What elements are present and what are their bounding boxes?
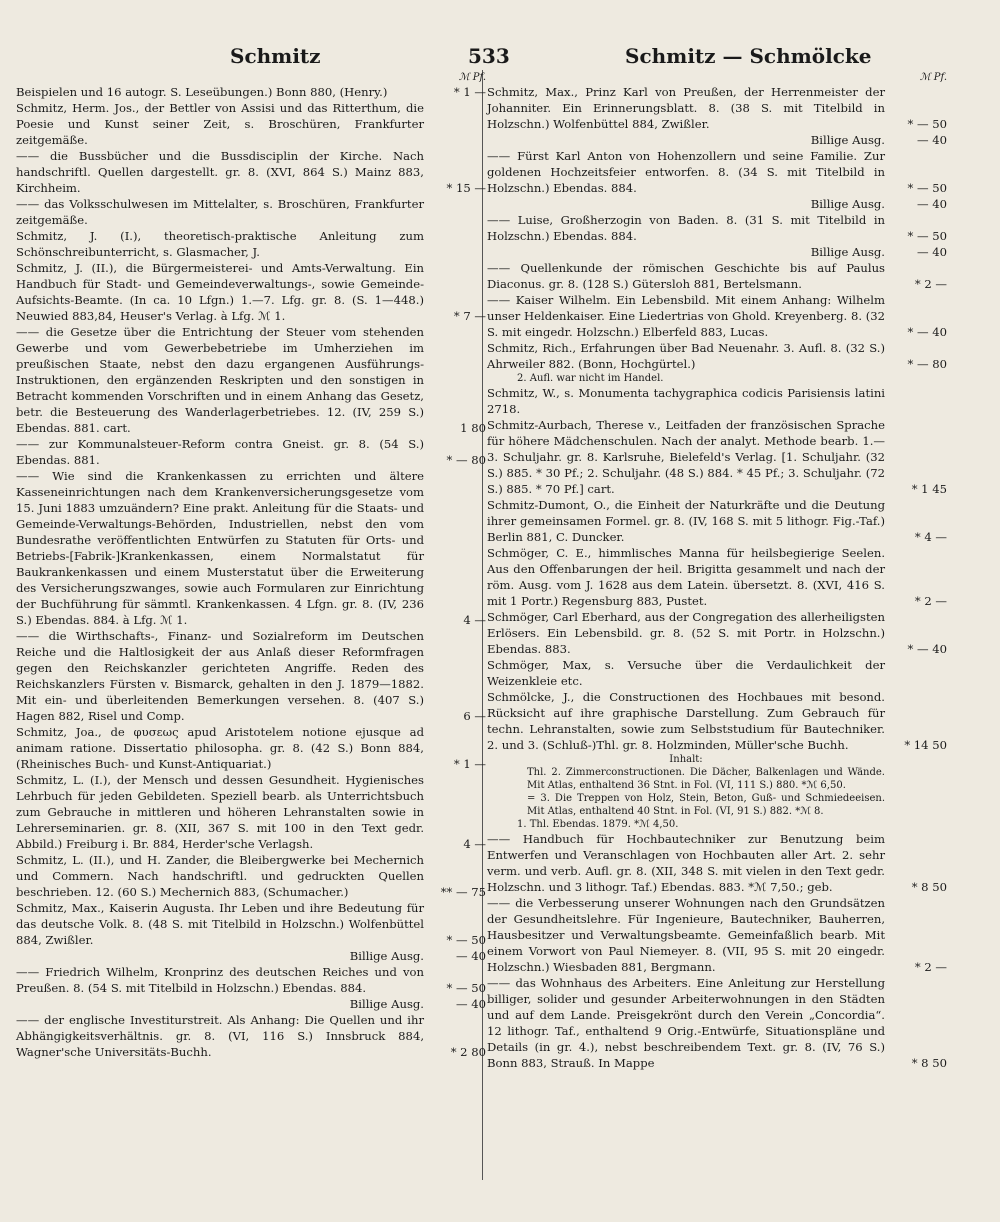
entry-price: 6 — bbox=[463, 709, 486, 723]
entry-price: 4 — bbox=[463, 837, 486, 851]
entry-text: Billige Ausg. bbox=[349, 949, 424, 963]
catalog-entry bbox=[487, 766, 947, 792]
catalog-entry bbox=[487, 132, 947, 148]
entry-text: 1. Thl. Ebendas. 1879. *ℳ 4,50. bbox=[517, 819, 679, 830]
entry-price: * 2 — bbox=[914, 277, 947, 291]
right-column bbox=[487, 72, 947, 1071]
entry-price: * 7 — bbox=[453, 309, 486, 323]
entry-price: * — 40 bbox=[907, 325, 947, 339]
catalog-entry bbox=[16, 324, 486, 436]
left-entries bbox=[16, 84, 486, 1060]
entry-price: * — 50 bbox=[446, 933, 486, 947]
entry-text: Beispielen und 16 autogr. S. Leseübungen.) Bonn 880, (Henry.) bbox=[16, 85, 388, 99]
entry-text: Schmitz, J. (II.), die Bürgermeisterei- und Amts-Verwaltung. Ein Handbuch für Stadt- und Gemeindeverwaltungs-, sowie Gemeinde-Aufsichts-Beamte. (In ca. 10 Lfgn.) 1.—7. Lfg. gr. 8. (S. 1—448.) Neuwied 883,84, Heuser's Verlag. à Lfg. ℳ 1. bbox=[16, 261, 424, 323]
entry-price: * 2 — bbox=[914, 594, 947, 608]
catalog-entry bbox=[487, 244, 947, 260]
entry-price: * 14 50 bbox=[904, 738, 947, 752]
page-number: 533 bbox=[468, 44, 510, 68]
entry-text: Billige Ausg. bbox=[810, 133, 885, 147]
entry-text: —— die Verbesserung unserer Wohnungen nach den Grundsätzen der Gesundheitslehre. Für Ingenieure, Bautechniker, Bauherren, Hausbesitzer und Verwaltungsbeamte. Gemeinfaßlich bearb. Mit einem Vorwort von Paul Niemeyer. 8. (VII, 95 S. mit 20 eingedr. Holzschn.) Wiesbaden 881, Bergmann. bbox=[487, 896, 885, 974]
entry-price: * — 50 bbox=[907, 181, 947, 195]
entry-text: Thl. 2. Zimmerconstructionen. Die Dächer, Balkenlagen und Wände. Mit Atlas, enthaltend 36 Stnt. in Fol. (VI, 111 S.) 880. *ℳ 6,50. bbox=[527, 767, 885, 791]
catalog-entry bbox=[16, 100, 486, 148]
entry-text: —— Friedrich Wilhelm, Kronprinz des deutschen Reiches und von Preußen. 8. (54 S. mit Titelbild in Holzschn.) Ebendas. 884. bbox=[16, 965, 424, 995]
catalog-entry bbox=[487, 148, 947, 196]
left-column bbox=[16, 72, 486, 1060]
catalog-entry bbox=[16, 628, 486, 724]
entry-text: —— Wie sind die Krankenkassen zu errichten und ältere Kasseneinrichtungen nach dem Krankenversicherungsgesetze vom 15. Juni 1883 umzuändern? Eine prakt. Anleitung für die Staats- und Gemeinde-Verwaltungs-Behörden, Industriellen, nebst den vom Bundesrathe veröffentlichten Entwürfen zu Statuten für Orts- und Betriebs-[Fabrik-]Krankenkassen, einem Normalstatut für Baukrankenkassen und einem Musterstatut über die Erweiterung des Versicherungszwanges, sowie auch Formularen zur Einrichtung der Buchführung für sämmtl. Krankenkassen. 4 Lfgn. gr. 8. (IV, 236 S.) Ebendas. 884. à Lfg. ℳ 1. bbox=[16, 469, 424, 627]
catalog-entry bbox=[487, 689, 947, 753]
catalog-entry bbox=[16, 964, 486, 996]
entry-text: —— die Bussbücher und die Bussdisciplin der Kirche. Nach handschriftl. Quellen dargestellt. gr. 8. (XVI, 864 S.) Mainz 883, Kirchheim. bbox=[16, 149, 424, 195]
entry-price: — 40 bbox=[916, 197, 947, 211]
entry-text: —— der englische Investiturstreit. Als Anhang: Die Quellen und ihr Abhängigkeitsverhältnis. gr. 8. (VI, 116 S.) Innsbruck 884, Wagner'sche Universitäts-Buchh. bbox=[16, 1013, 424, 1059]
entry-text: Schmitz, Herm. Jos., der Bettler von Assisi und das Ritterthum, die Poesie und Kunst seiner Zeit, s. Broschüren, Frankfurter zeitgemäße. bbox=[16, 101, 424, 147]
entry-price: * 1 — bbox=[453, 85, 486, 99]
entry-text: = 3. Die Treppen von Holz, Stein, Beton, Guß- und Schmiedeeisen. Mit Atlas, enthaltend 40 Stnt. in Fol. (VI, 91 S.) 882. *ℳ 8. bbox=[527, 793, 885, 817]
catalog-entry bbox=[487, 385, 947, 417]
entry-text: Billige Ausg. bbox=[810, 245, 885, 259]
catalog-entry bbox=[487, 212, 947, 244]
entry-text: —— das Wohnhaus des Arbeiters. Eine Anleitung zur Herstellung billiger, solider und gesunder Arbeiterwohnungen in den Städten und auf dem Lande. Preisgekrönt durch den Verein „Concordia“. 12 lithogr. Taf., enthaltend 9 Orig.-Entwürfe, Situationspläne und Details (in gr. 4.), nebst beschreibendem Text. gr. 8. (IV, 76 S.) Bonn 883, Strauß. In Mappe bbox=[487, 976, 885, 1070]
catalog-entry bbox=[487, 657, 947, 689]
entry-text: Schmitz, Joa., de φυσεως apud Aristotelem notione ejusque ad animam ratione. Dissertatio philosopha. gr. 8. (42 S.) Bonn 884, (Rheinisches Buch- und Kunst-Antiquariat.) bbox=[16, 725, 424, 771]
entry-price: — 40 bbox=[916, 245, 947, 259]
catalog-entry bbox=[16, 772, 486, 852]
entry-text: —— die Wirthschafts-, Finanz- und Sozialreform im Deutschen Reiche und die Haltlosigkeit der aus Anlaß dieser Reformfragen gegen den Reichskanzler gerichteten Angriffe. Reden des Reichskanzlers Fürsten v. Bismarck, gehalten in den J. 1879—1882. Mit ein- und überleitenden Bemerkungen versehen. 8. (407 S.) Hagen 882, Risel und Comp. bbox=[16, 629, 424, 723]
catalog-entry bbox=[16, 900, 486, 948]
catalog-entry bbox=[16, 948, 486, 964]
entry-price: * — 50 bbox=[446, 981, 486, 995]
catalog-entry bbox=[487, 975, 947, 1071]
entry-text: —— Quellenkunde der römischen Geschichte bis auf Paulus Diaconus. gr. 8. (128 S.) Gütersloh 881, Bertelsmann. bbox=[487, 261, 885, 291]
entry-text: Schmitz, Max., Prinz Karl von Preußen, der Herrenmeister der Johanniter. Ein Erinnerungsblatt. 8. (38 S. mit Titelbild in Holzschn.) Wolfenbüttel 884, Zwißler. bbox=[487, 85, 885, 131]
running-head-left: Schmitz bbox=[230, 44, 321, 68]
entry-text: —— Luise, Großherzogin von Baden. 8. (31 S. mit Titelbild in Holzschn.) Ebendas. 884. bbox=[487, 213, 885, 243]
entry-text: —— Fürst Karl Anton von Hohenzollern und seine Familie. Zur goldenen Hochzeitsfeier entworfen. 8. (34 S. mit Titelbild in Holzschn.) Ebendas. 884. bbox=[487, 149, 885, 195]
catalog-entry bbox=[487, 292, 947, 340]
catalog-entry bbox=[487, 609, 947, 657]
entry-price: * 15 — bbox=[446, 181, 486, 195]
entry-price: — 40 bbox=[455, 997, 486, 1011]
entry-price: * 8 50 bbox=[911, 1056, 947, 1070]
entry-price: * — 50 bbox=[907, 117, 947, 131]
running-head-right: Schmitz — Schmölcke bbox=[625, 44, 872, 68]
entry-price: * 1 45 bbox=[911, 482, 947, 496]
entry-price: * 1 — bbox=[453, 757, 486, 771]
entry-price: 1 80 bbox=[460, 421, 486, 435]
catalog-entry bbox=[16, 260, 486, 324]
entry-price: — 40 bbox=[916, 133, 947, 147]
catalog-entry bbox=[16, 724, 486, 772]
entry-price: — 40 bbox=[455, 949, 486, 963]
catalog-entry bbox=[487, 545, 947, 609]
catalog-entry bbox=[16, 436, 486, 468]
entry-price: * — 80 bbox=[907, 357, 947, 371]
entry-price: * 4 — bbox=[914, 530, 947, 544]
catalog-entry bbox=[487, 792, 947, 818]
entry-text: —— das Volksschulwesen im Mittelalter, s. Broschüren, Frankfurter zeitgemäße. bbox=[16, 197, 424, 227]
entry-text: Schmöger, Carl Eberhard, aus der Congregation des allerheiligsten Erlösers. Ein Lebensbild. gr. 8. (52 S. mit Portr. in Holzschn.) Ebendas. 883. bbox=[487, 610, 885, 656]
catalog-entry bbox=[487, 753, 947, 766]
catalog-entry bbox=[487, 260, 947, 292]
price-column-header: ℳ Pf. bbox=[919, 72, 947, 83]
entry-price: * — 40 bbox=[907, 642, 947, 656]
catalog-entry bbox=[487, 831, 947, 895]
entry-text: Schmöger, C. E., himmlisches Manna für heilsbegierige Seelen. Aus den Offenbarungen der heil. Brigitta gesammelt und nach der röm. Ausg. vom J. 1628 aus dem Latein. übersetzt. 8. (XVI, 416 S. mit 1 Portr.) Regensburg 883, Pustet. bbox=[487, 546, 885, 608]
entry-text: —— Handbuch für Hochbautechniker zur Benutzung beim Entwerfen und Veranschlagen von Hochbauten aller Art. 2. sehr verm. und verb. Aufl. gr. 8. (XII, 348 S. mit vielen in den Text gedr. Holzschn. und 3 lithogr. Taf.) Ebendas. 883. *ℳ 7,50.; geb. bbox=[487, 832, 885, 894]
catalog-entry bbox=[16, 148, 486, 196]
entry-text: Schmitz, L. (I.), der Mensch und dessen Gesundheit. Hygienisches Lehrbuch für jeden Gebildeten. Speziell bearb. als Unterrichtsbuch zum Gebrauche in mittleren und höheren Lehranstalten sowie in Lehrerseminarien. gr. 8. (XII, 367 S. mit 100 in den Text gedr. Abbild.) Freiburg i. Br. 884, Herder'sche Verlagsh. bbox=[16, 773, 424, 851]
entry-text: Inhalt: bbox=[669, 754, 703, 765]
right-entries bbox=[487, 84, 947, 1071]
entry-text: 2. Aufl. war nicht im Handel. bbox=[517, 373, 664, 384]
catalog-entry bbox=[16, 228, 486, 260]
catalog-entry bbox=[16, 852, 486, 900]
catalog-entry bbox=[487, 895, 947, 975]
entry-text: Schmitz-Dumont, O., die Einheit der Naturkräfte und die Deutung ihrer gemeinsamen Formel. gr. 8. (IV, 168 S. mit 5 lithogr. Fig.-Taf.) Berlin 881, C. Duncker. bbox=[487, 498, 885, 544]
catalog-entry bbox=[16, 196, 486, 228]
entry-price: ** — 75 bbox=[440, 885, 486, 899]
catalog-entry bbox=[16, 996, 486, 1012]
price-column-header: ℳ Pf. bbox=[458, 72, 486, 83]
entry-text: —— zur Kommunalsteuer-Reform contra Gneist. gr. 8. (54 S.) Ebendas. 881. bbox=[16, 437, 424, 467]
entry-text: —— Kaiser Wilhelm. Ein Lebensbild. Mit einem Anhang: Wilhelm unser Heldenkaiser. Eine Liedertrias von Ghold. Kreyenberg. 8. (32 S. mit eingedr. Holzschn.) Elberfeld 883, Lucas. bbox=[487, 293, 885, 339]
entry-text: Billige Ausg. bbox=[349, 997, 424, 1011]
catalog-entry bbox=[16, 84, 486, 100]
entry-price: 4 — bbox=[463, 613, 486, 627]
catalog-entry bbox=[487, 196, 947, 212]
catalog-entry bbox=[487, 417, 947, 497]
entry-text: —— die Gesetze über die Entrichtung der Steuer vom stehenden Gewerbe und vom Gewerbebetriebe im Umherziehen im preußischen Staate, nebst den dazu ergangenen Ausführungs-Instruktionen, den ergänzenden Reskripten und den sonstigen in Betracht kommenden Vorschriften und in einem Anhang das Gesetz, betr. die Besteuerung des Wanderlagerbetriebes. 12. (IV, 259 S.) Ebendas. 881. cart. bbox=[16, 325, 424, 435]
entry-text: Schmöger, Max, s. Versuche über die Verdaulichkeit der Weizenkleie etc. bbox=[487, 658, 885, 688]
entry-price: * 2 — bbox=[914, 960, 947, 974]
entry-price: * 2 80 bbox=[450, 1045, 486, 1059]
entry-text: Schmitz-Aurbach, Therese v., Leitfaden der französischen Sprache für höhere Mädchenschulen. Nach der analyt. Methode bearb. 1.—3. Schuljahr. gr. 8. Karlsruhe, Bielefeld's Verlag. [1. Schuljahr. (32 S.) 885. * 30 Pf.; 2. Schuljahr. (48 S.) 884. * 45 Pf.; 3. Schuljahr. (72 S.) 885. * 70 Pf.] cart. bbox=[487, 418, 885, 496]
entry-price: * 8 50 bbox=[911, 880, 947, 894]
entry-price: * — 80 bbox=[446, 453, 486, 467]
entry-text: Schmitz, W., s. Monumenta tachygraphica codicis Parisiensis latini 2718. bbox=[487, 386, 885, 416]
catalog-entry bbox=[487, 84, 947, 132]
entry-price: * — 50 bbox=[907, 229, 947, 243]
entry-text: Schmitz, Max., Kaiserin Augusta. Ihr Leben und ihre Bedeutung für das deutsche Volk. 8. (48 S. mit Titelbild in Holzschn.) Wolfenbüttel 884, Zwißler. bbox=[16, 901, 424, 947]
entry-text: Schmitz, L. (II.), und H. Zander, die Bleibergwerke bei Mechernich und Commern. Nach handschriftl. und gedruckten Quellen beschrieben. 12. (60 S.) Mechernich 883, (Schumacher.) bbox=[16, 853, 424, 899]
catalog-entry bbox=[487, 340, 947, 372]
entry-text: Schmitz, J. (I.), theoretisch-praktische Anleitung zum Schönschreibunterricht, s. Glasmacher, J. bbox=[16, 229, 424, 259]
entry-text: Schmölcke, J., die Constructionen des Hochbaues mit besond. Rücksicht auf ihre graphische Darstellung. Zum Gebrauch für techn. Lehranstalten, sowie zum Selbststudium für Bautechniker. 2. und 3. (Schluß-)Thl. gr. 8. Holzminden, Müller'sche Buchh. bbox=[487, 690, 885, 752]
entry-text: Billige Ausg. bbox=[810, 197, 885, 211]
catalog-entry bbox=[16, 1012, 486, 1060]
catalog-entry bbox=[16, 468, 486, 628]
catalog-entry bbox=[487, 497, 947, 545]
catalog-entry bbox=[487, 818, 947, 831]
catalog-entry bbox=[487, 372, 947, 385]
entry-text: Schmitz, Rich., Erfahrungen über Bad Neuenahr. 3. Aufl. 8. (32 S.) Ahrweiler 882. (Bonn, Hochgürtel.) bbox=[487, 341, 885, 371]
